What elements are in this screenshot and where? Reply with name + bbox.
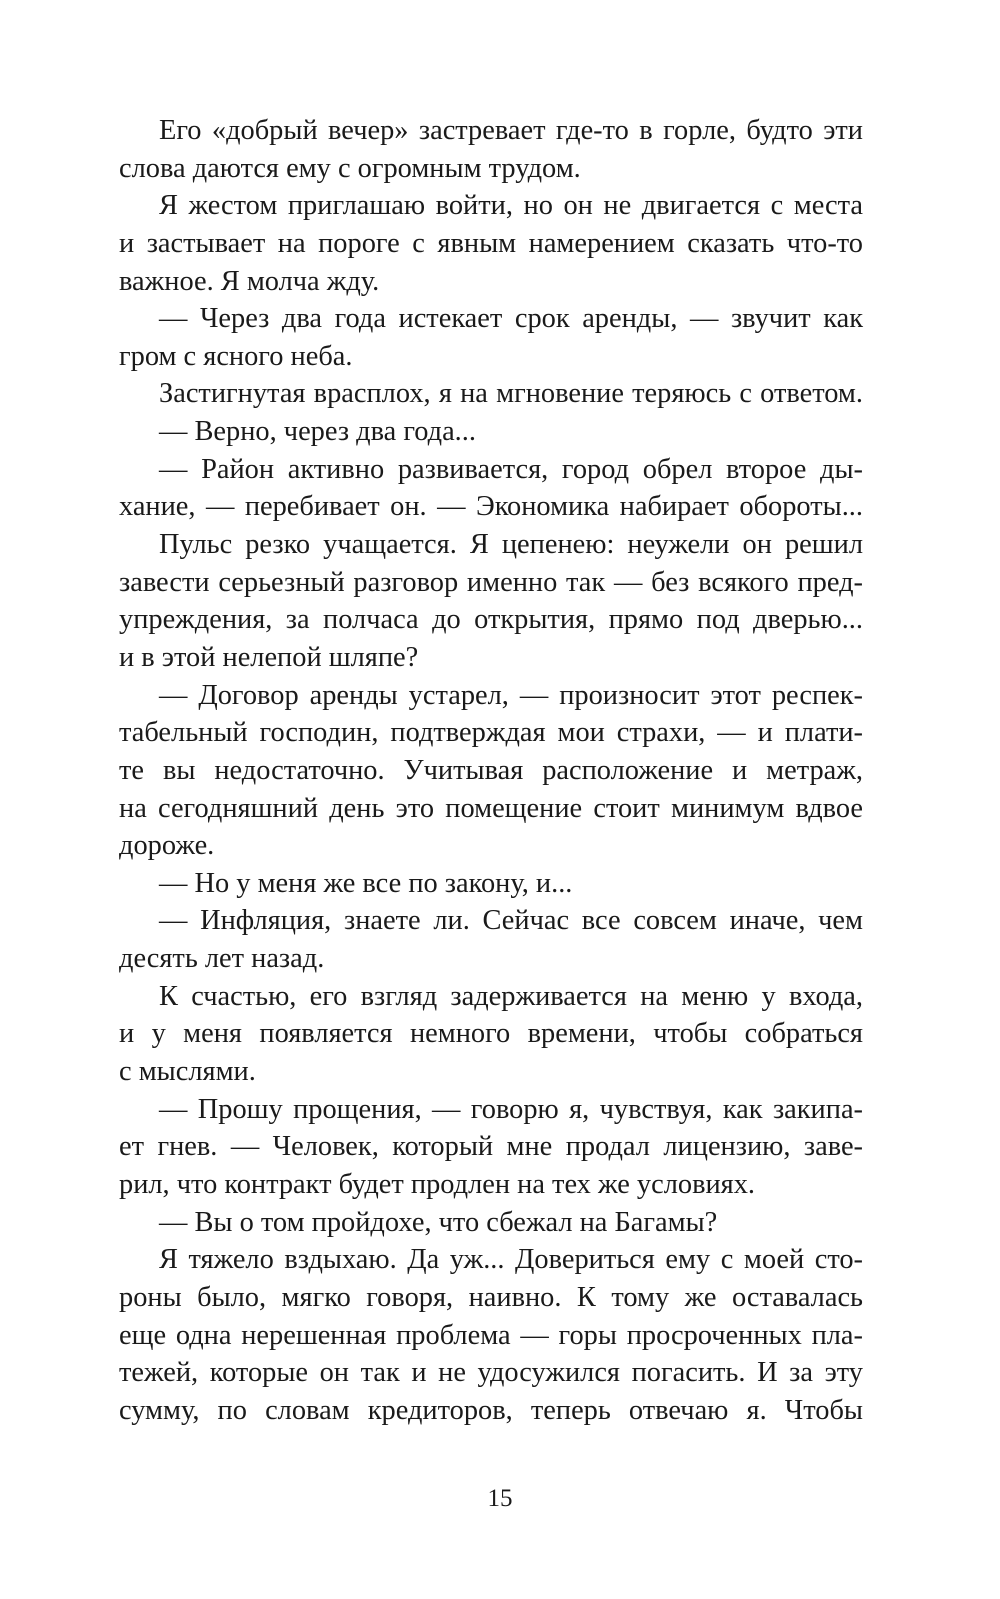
text-line: — Через два года истекает срок аренды, — звучит как [159, 303, 863, 335]
text-line: К счастью, его взгляд задерживается на меню у входа, [159, 980, 863, 1012]
text-line: с мыслями. [119, 1056, 256, 1088]
text-line: слова даются ему с огромным трудом. [119, 152, 581, 184]
text-line: рил, что контракт будет продлен на тех же условиях. [119, 1168, 756, 1200]
text-line: упреждения, за полчаса до открытия, прямо под дверью... [119, 604, 863, 636]
text-line: те вы недостаточно. Учитывая расположение и метраж, [119, 754, 863, 786]
text-line: — Инфляция, знаете ли. Сейчас все совсем иначе, чем [159, 905, 863, 937]
text-line: Его «добрый вечер» застревает где-то в горле, будто эти [159, 115, 863, 146]
text-line: ет гнев. — Человек, который мне продал лицензию, заве- [119, 1131, 863, 1163]
text-line: на сегодняшний день это помещение стоит минимум вдвое [119, 792, 863, 824]
text-line: табельный господин, подтверждая мои страхи, — и плати- [119, 717, 863, 749]
text-line: гром с ясного неба. [119, 340, 353, 372]
text-line: еще одна нерешенная проблема — горы просроченных пла- [119, 1319, 863, 1351]
text-line: Я тяжело вздыхаю. Да уж... Довериться ему с моей сто- [159, 1244, 863, 1276]
text-line: Пульс резко учащается. Я цепенею: неужели он решил [159, 529, 863, 561]
text-line: роны было, мягко говоря, наивно. К тому же оставалась [119, 1281, 863, 1313]
text-line: — Район активно развивается, город обрел второе ды- [159, 453, 863, 485]
text-line: и у меня появляется немного времени, чтобы собраться [119, 1018, 863, 1050]
text-line: хание, — перебивает он. — Экономика набирает обороты... [119, 491, 863, 523]
text-line: — Прошу прощения, — говорю я, чувствуя, как закипа- [159, 1093, 863, 1125]
text-line: важное. Я молча жду. [119, 265, 380, 297]
body-text [119, 112, 863, 1429]
text-line: — Договор аренды устарел, — произносит этот респек- [159, 679, 863, 711]
text-line: — Вы о том пройдохе, что сбежал на Багамы? [159, 1206, 718, 1238]
text-line: Застигнутая врасплох, я на мгновение теряюсь с ответом. [159, 378, 863, 410]
text-line: сумму, по словам кредиторов, теперь отвечаю я. Чтобы [119, 1394, 863, 1426]
text-line: Я жестом приглашаю войти, но он не двигается с места [159, 190, 863, 222]
text-line: тежей, которые он так и не удосужился погасить. И за эту [119, 1357, 863, 1389]
text-line: и в этой нелепой шляпе? [119, 641, 419, 673]
text-line: десять лет назад. [119, 943, 325, 975]
text-line: завести серьезный разговор именно так — без всякого пред- [119, 566, 863, 598]
text-line: — Верно, через два года... [159, 416, 476, 448]
text-line: дороже. [119, 830, 215, 862]
text-line: и застывает на пороге с явным намерением сказать что-то [119, 227, 863, 259]
page-number: 15 [487, 1485, 513, 1512]
text-line: — Но у меня же все по закону, и... [159, 867, 573, 899]
